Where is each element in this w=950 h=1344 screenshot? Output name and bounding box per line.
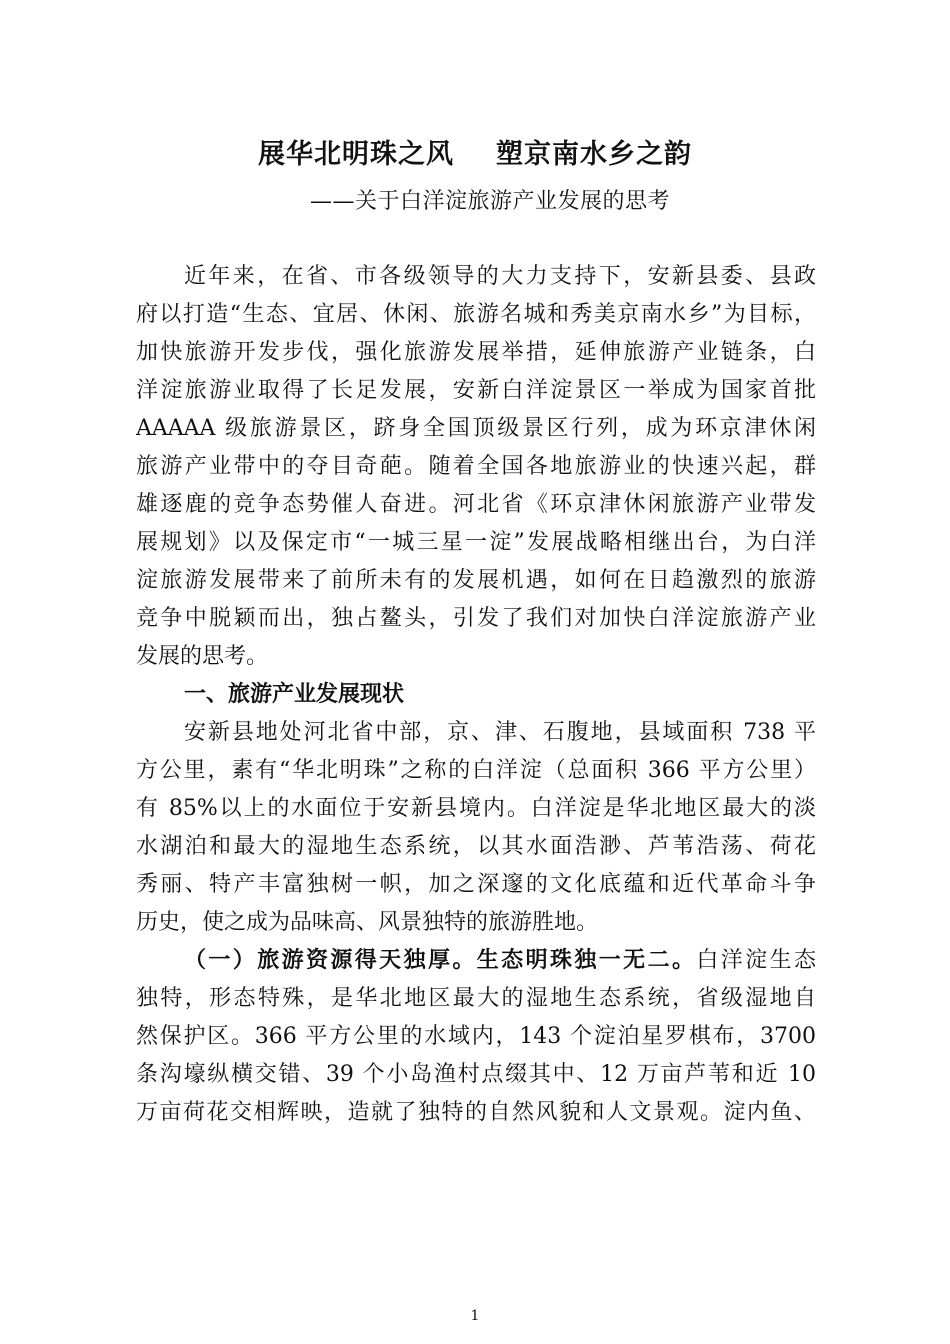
paragraph-line: 水湖泊和最大的湿地生态系统，以其水面浩渺、芦苇浩荡、荷花 <box>136 834 816 859</box>
paragraph-line: 独特，形态特殊，是华北地区最大的湿地生态系统，省级湿地自 <box>136 986 816 1011</box>
paragraph-line: 条沟壕纵横交错、39 个小岛渔村点缀其中、12 万亩芦苇和近 10 <box>136 1062 816 1087</box>
subsection-first-line <box>136 942 816 980</box>
paragraph-line: 加快旅游开发步伐，强化旅游发展举措，延伸旅游产业链条，白 <box>136 340 816 365</box>
subsection-text: 白洋淀生态 <box>696 948 816 973</box>
paragraph-line: 竞争中脱颖而出，独占鳌头，引发了我们对加快白洋淀旅游产业 <box>136 606 816 631</box>
title-part-2: 塑京南水乡之韵 <box>496 139 692 170</box>
paragraph-line: 有 85%以上的水面位于安新县境内。白洋淀是华北地区最大的淡 <box>136 796 816 821</box>
paragraph-line: 方公里，素有“华北明珠”之称的白洋淀（总面积 366 平方公里） <box>136 758 816 783</box>
document-title <box>0 132 950 171</box>
paragraph-line: 近年来，在省、市各级领导的大力支持下，安新县委、县政 <box>184 264 816 289</box>
paragraph-line: 秀丽、特产丰富独树一帜，加之深邃的文化底蕴和近代革命斗争 <box>136 872 816 897</box>
paragraph-line: 历史，使之成为品味高、风景独特的旅游胜地。 <box>136 910 599 935</box>
paragraph-line: 万亩荷花交相辉映，造就了独特的自然风貌和人文景观。淀内鱼、 <box>136 1100 816 1125</box>
paragraph-line: 雄逐鹿的竞争态势催人奋进。河北省《环京津休闲旅游产业带发 <box>136 492 816 517</box>
paragraph-line: 安新县地处河北省中部，京、津、石腹地，县域面积 738 平 <box>184 720 816 745</box>
paragraph-line: 然保护区。366 平方公里的水域内，143 个淀泊星罗棋布，3700 <box>136 1024 816 1049</box>
paragraph-line: 府以打造“生态、宜居、休闲、旅游名城和秀美京南水乡”为目标， <box>136 302 816 327</box>
document-body <box>136 258 816 1132</box>
paragraph-line: AAAAA 级旅游景区，跻身全国顶级景区行列，成为环京津休闲 <box>136 416 816 441</box>
paragraph-line: 展规划》以及保定市“一城三星一淀”发展战略相继出台，为白洋 <box>136 530 816 555</box>
subsection-heading: （一）旅游资源得天独厚。 <box>184 948 477 973</box>
title-part-1: 展华北明珠之风 <box>258 139 454 170</box>
paragraph-line: 旅游产业带中的夺目奇葩。随着全国各地旅游业的快速兴起，群 <box>136 454 816 479</box>
page-number: 1 <box>470 1308 480 1324</box>
paragraph-line: 淀旅游发展带来了前所未有的发展机遇，如何在日趋激烈的旅游 <box>136 568 816 593</box>
paragraph-line: 发展的思考。 <box>136 644 269 669</box>
subsection-lead: 生态明珠独一无二。 <box>476 948 697 973</box>
section-heading: 一、旅游产业发展现状 <box>184 682 405 707</box>
paragraph-line: 洋淀旅游业取得了长足发展，安新白洋淀景区一举成为国家首批 <box>136 378 816 403</box>
document-subtitle: ——关于白洋淀旅游产业发展的思考 <box>310 189 671 214</box>
